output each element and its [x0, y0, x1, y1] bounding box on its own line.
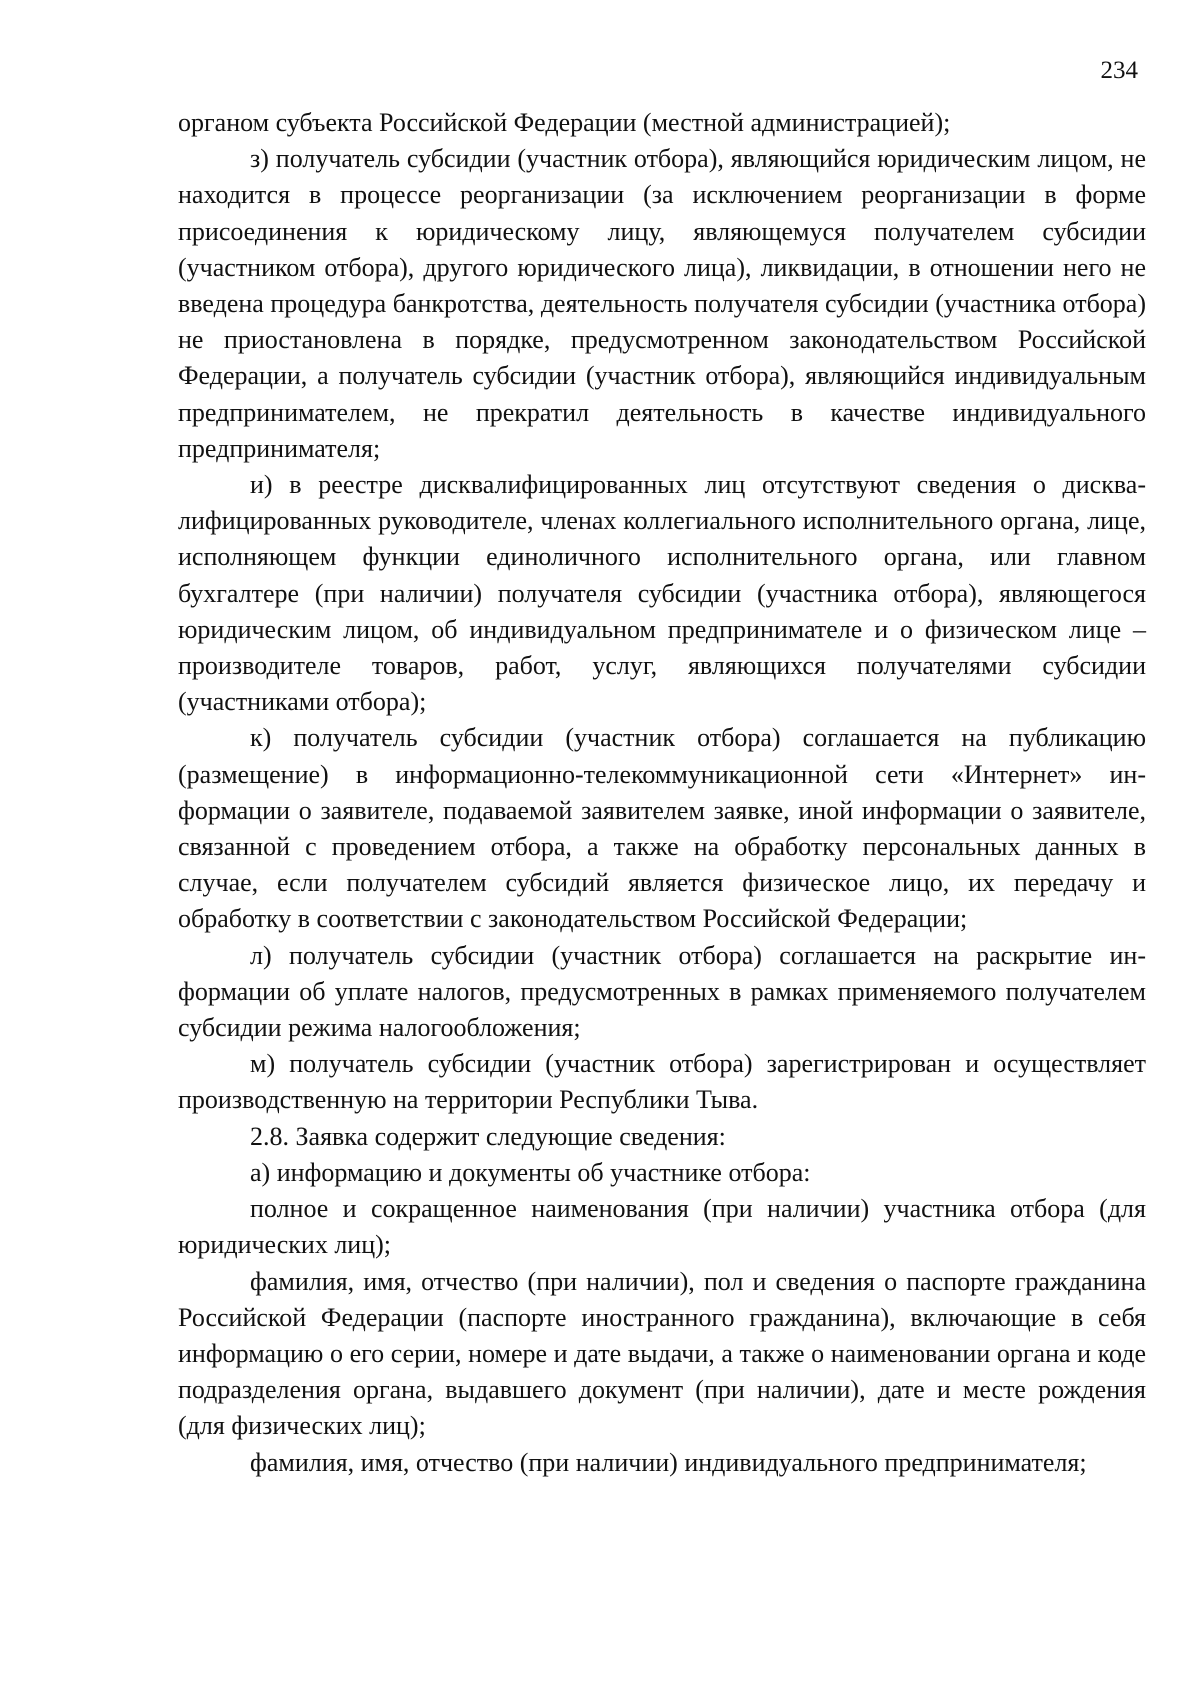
paragraph-item-m: м) получатель субсидии (участник отбора) зарегистрирован и осуществляет производственную на территории Республики Тыва.	[178, 1049, 1146, 1115]
paragraph-item-a: а) информацию и документы об участнике отбора:	[250, 1157, 811, 1187]
paragraph-item-i: и) в реестре дисквалифицированных лиц отсутствуют сведения о дисквалифицированных руководителе, членах коллегиального исполнительного органа, лице, исполняющем функции единоличного исполнительного органа, или главном бухгалтере (при наличии) получателя субсидии (участника отбора), являющегося юридическим лицом, об индивидуальном предпринимателе и о физическом лице – производителе товаров, работ, услуг, являющихся получателями субсидии (участниками отбора);	[178, 470, 1146, 717]
paragraph-passport-info: фамилия, имя, отчество (при наличии), пол и сведения о паспорте гражданина Российской Федерации (паспорте иностранного гражданина), включающие в себя информацию о его серии, номере и дате выдачи, а также о наименовании органа и коде подразделения органа, выдавшего документ (при наличии), дате и месте рождения (для физических лиц);	[178, 1266, 1146, 1441]
paragraph-entrepreneur-name: фамилия, имя, отчество (при наличии) индивидуального предпринимателя;	[250, 1447, 1087, 1477]
document-body	[178, 105, 1146, 1481]
paragraph-item-z: з) получатель субсидии (участник отбора), являющийся юридическим лицом, не находится в процессе реорганизации (за исключением реорганизации в форме присоединения к юридическому лицу, являющемуся получателем субсидии (участником отбора), другого юридического лица), ликвидации, в отношении него не введена процедура банкротства, деятельность получателя субсидии (участника отбора) не приостановлена в порядке, предусмотренном законодательством Российской Федерации, а получатель субсидии (участник отбора), являющийся индивидуальным предпринимателем, не прекратил деятельность в качестве индивидуального предпринимателя;	[178, 144, 1146, 463]
paragraph-continuation: органом субъекта Российской Федерации (местной администрацией);	[178, 108, 951, 137]
page-number: 234	[1100, 57, 1138, 84]
paragraph-item-l: л) получатель субсидии (участник отбора) соглашается на раскрытие информации об уплате налогов, предусмотренных в рамках применяемого получателем субсидии режима налогообложения;	[178, 940, 1146, 1043]
paragraph-full-name: полное и сокращенное наименования (при наличии) участника отбора (для юридических лиц);	[178, 1194, 1146, 1260]
section-heading-2-8: 2.8. Заявка содержит следующие сведения:	[250, 1121, 726, 1151]
paragraph-item-k: к) получатель субсидии (участник отбора) соглашается на публикацию (размещение) в информационно-телекоммуникационной сети «Интернет» информации о заявителе, подаваемой заявителем заявке, иной информации о заявителе, связанной с проведением отбора, а также на обработку персональных данных в случае, если получателем субсидий является физическое лицо, их передачу и обработку в соответствии с законодательством Российской Федерации;	[178, 723, 1146, 934]
